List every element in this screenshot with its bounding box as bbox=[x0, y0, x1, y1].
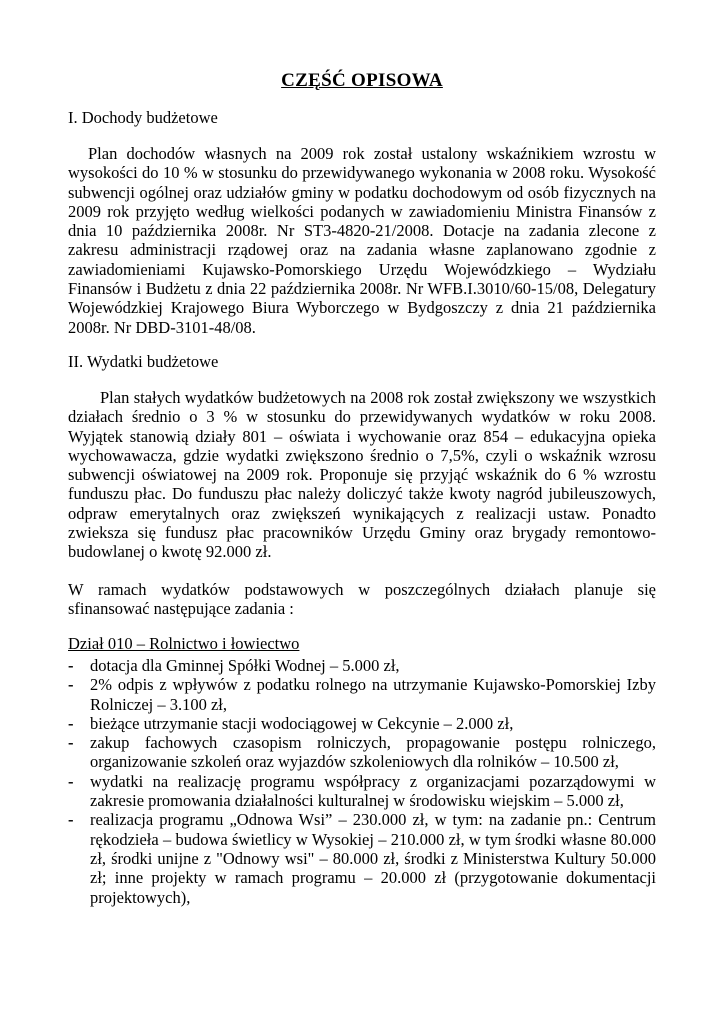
page-title: CZĘŚĆ OPISOWA bbox=[281, 70, 443, 91]
bullet-dash-icon: - bbox=[68, 810, 74, 830]
dzial-010-list bbox=[68, 656, 656, 907]
list-item: - 2% odpis z wpływów z podatku rolnego na utrzymanie Kujawsko-Pomorskiej Izby Rolniczej – 3.100 zł, bbox=[68, 675, 656, 714]
list-item: - realizacja programu „Odnowa Wsi” – 230.000 zł, w tym: na zadanie pn.: Centrum rękodzieła – budowa świetlicy w Wysokiej – 210.000 zł, w tym środki własne 80.000 zł, środki unijne z "Odnowy wsi" – 80.000 zł, środki z Ministerstwa Kultury 50.000 zł; inne projekty w ramach programu – 20.000 zł (przygotowanie dokumentacji projektowych), bbox=[68, 810, 656, 907]
section-heading-income: I. Dochody budżetowe bbox=[68, 108, 218, 127]
section-heading-expenses: II. Wydatki budżetowe bbox=[68, 352, 219, 371]
bullet-dash-icon: - bbox=[68, 675, 74, 695]
list-item: - bieżące utrzymanie stacji wodociągowej w Cekcynie – 2.000 zł, bbox=[68, 713, 514, 733]
bullet-dash-icon: - bbox=[68, 733, 74, 753]
bullet-dash-icon: - bbox=[68, 713, 74, 733]
list-item: - wydatki na realizację programu współpracy z organizacjami pozarządowymi w zakresie promowania działalności kulturalnej w środowisku wiejskim – 5.000 zł, bbox=[68, 771, 656, 811]
paragraph-tasks-intro: W ramach wydatków podstawowych w poszczególnych działach planuje się sfinansować następujące zadania : bbox=[68, 580, 656, 619]
list-item: - zakup fachowych czasopism rolniczych, propagowanie postępu rolniczego, organizowanie szkoleń oraz wyjazdów szkoleniowych dla rolników – 10.500 zł, bbox=[68, 733, 656, 772]
paragraph-expenses: Plan stałych wydatków budżetowych na 2008 rok został zwiększony we wszystkich działach średnio o 3 % w stosunku do przewidywanych wydatków w roku 2008. Wyjątek stanowią działy 801 – oświata i wychowanie oraz 854 – edukacyjna opieka wychowawacza, gdzie wydatki zwiększono średnio o 7,5%, czyli o wskaźnik wzrosu subwencji oświatowej na 2009 rok. Proponuje się przyjąć wskaźnik do 6 % wzrostu funduszu płac. Do funduszu płac należy doliczyć także kwoty nagród jubileuszowych, odpraw emerytalnych oraz zwiększeń wynikających z realizacji ustaw. Ponadto zwieksza się fundusz płac pracowników Urzędu Gminy oraz brygady remontowo-budowlanej o kwotę 92.000 zł. bbox=[68, 388, 656, 562]
bullet-dash-icon: - bbox=[68, 656, 74, 675]
list-item: - dotacja dla Gminnej Spółki Wodnej – 5.000 zł, bbox=[68, 656, 400, 675]
bullet-dash-icon: - bbox=[68, 771, 74, 791]
dzial-010-heading: Dział 010 – Rolnictwo i łowiectwo bbox=[68, 634, 300, 653]
paragraph-income: Plan dochodów własnych na 2009 rok został ustalony wskaźnikiem wzrostu w wysokości do 10 % w stosunku do przewidywanego wykonania w 2008 roku. Wysokość subwencji ogólnej oraz udziałów gminy w podatku dochodowym od osób fizycznych na 2009 rok przyjęto według wielkości podanych w zawiadomieniu Ministra Finansów z dnia 10 października 2008r. Nr ST3-4820-21/2008. Dotacje na zadania zlecone z zakresu administracji rządowej oraz na zadania własne zaplanowano zgodnie z zawiadomieniami Kujawsko-Pomorskiego Urzędu Wojewódzkiego – Wydziału Finansów i Budżetu z dnia 22 października 2008r. Nr WFB.I.3010/60-15/08, Delegatury Wojewódzkiej Krajowego Biura Wyborczego w Bydgoszczy z dnia 21 października 2008r. Nr DBD-3101-48/08. bbox=[68, 144, 656, 337]
